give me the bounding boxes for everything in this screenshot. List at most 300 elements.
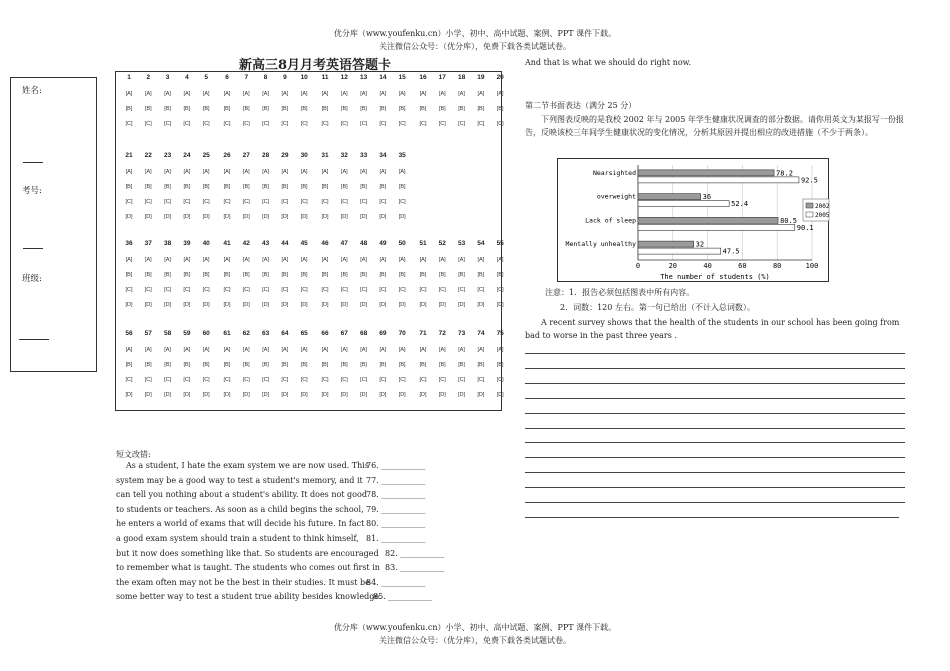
answer-option[interactable]: [A] <box>223 91 231 97</box>
answer-option[interactable]: [C] <box>281 287 289 293</box>
answer-option[interactable]: [A] <box>300 169 308 175</box>
answer-option[interactable]: [D] <box>144 392 152 398</box>
answer-option[interactable]: [B] <box>262 184 269 190</box>
answer-option[interactable]: [C] <box>321 287 329 293</box>
answer-option[interactable]: [C] <box>262 287 270 293</box>
answer-option[interactable]: [C] <box>202 377 210 383</box>
answer-option[interactable]: [A] <box>281 347 289 353</box>
answer-option[interactable]: [A] <box>458 347 465 353</box>
answer-option[interactable]: [B] <box>340 184 348 190</box>
answer-option[interactable]: [A] <box>360 347 367 353</box>
answer-option[interactable]: [D] <box>281 392 289 398</box>
answer-option[interactable]: [C] <box>183 287 191 293</box>
answer-option[interactable]: [A] <box>262 257 269 263</box>
answer-option[interactable]: [A] <box>458 91 465 97</box>
answer-option[interactable]: [B] <box>477 272 485 278</box>
writing-line[interactable] <box>525 502 905 503</box>
answer-option[interactable]: [A] <box>281 169 289 175</box>
answer-option[interactable]: [B] <box>242 362 250 368</box>
answer-option[interactable]: [C] <box>398 121 406 127</box>
answer-option[interactable]: [D] <box>379 392 387 398</box>
answer-option[interactable]: [C] <box>262 121 270 127</box>
answer-option[interactable]: [B] <box>202 362 210 368</box>
answer-option[interactable]: [C] <box>458 377 466 383</box>
answer-option[interactable]: [A] <box>223 257 231 263</box>
answer-option[interactable]: [B] <box>496 272 504 278</box>
answer-option[interactable]: [B] <box>281 362 289 368</box>
answer-option[interactable]: [C] <box>398 199 406 205</box>
answer-option[interactable]: [A] <box>125 347 133 353</box>
answer-option[interactable]: [B] <box>458 362 465 368</box>
answer-option[interactable]: [C] <box>262 199 270 205</box>
answer-option[interactable]: [B] <box>242 106 250 112</box>
answer-option[interactable]: [A] <box>281 257 289 263</box>
answer-option[interactable]: [A] <box>125 91 133 97</box>
writing-line[interactable] <box>525 383 905 384</box>
answer-option[interactable]: [C] <box>164 199 172 205</box>
answer-option[interactable]: [A] <box>262 169 269 175</box>
answer-option[interactable]: [A] <box>202 91 210 97</box>
answer-option[interactable]: [C] <box>360 377 368 383</box>
answer-option[interactable]: [B] <box>202 106 210 112</box>
answer-option[interactable]: [D] <box>183 302 191 308</box>
answer-option[interactable]: [B] <box>458 272 465 278</box>
answer-option[interactable]: [C] <box>144 377 152 383</box>
answer-option[interactable]: [B] <box>164 362 171 368</box>
answer-option[interactable]: [D] <box>242 302 250 308</box>
answer-option[interactable]: [C] <box>223 121 231 127</box>
answer-option[interactable]: [B] <box>223 272 231 278</box>
answer-option[interactable]: [B] <box>398 184 406 190</box>
answer-option[interactable]: [B] <box>398 106 406 112</box>
answer-option[interactable]: [C] <box>125 121 133 127</box>
correction-answer-blank[interactable]: 83. ___________ <box>385 563 445 573</box>
answer-option[interactable]: [C] <box>458 287 466 293</box>
answer-option[interactable]: [B] <box>321 272 329 278</box>
answer-option[interactable]: [C] <box>125 199 133 205</box>
answer-option[interactable]: [A] <box>223 347 231 353</box>
name-field[interactable] <box>23 162 43 163</box>
answer-option[interactable]: [C] <box>340 377 348 383</box>
answer-option[interactable]: [D] <box>183 392 191 398</box>
answer-option[interactable]: [C] <box>321 377 329 383</box>
answer-option[interactable]: [A] <box>438 91 446 97</box>
answer-option[interactable]: [A] <box>340 347 348 353</box>
answer-option[interactable]: [A] <box>242 169 250 175</box>
writing-line[interactable] <box>525 517 899 518</box>
answer-option[interactable]: [A] <box>477 257 485 263</box>
answer-option[interactable]: [A] <box>183 347 191 353</box>
answer-option[interactable]: [B] <box>300 362 308 368</box>
correction-answer-blank[interactable]: 77. ___________ <box>366 475 426 485</box>
answer-option[interactable]: [C] <box>242 121 250 127</box>
answer-option[interactable]: [B] <box>496 106 504 112</box>
answer-option[interactable]: [D] <box>360 214 368 220</box>
answer-option[interactable]: [C] <box>340 199 348 205</box>
answer-option[interactable]: [B] <box>144 272 152 278</box>
answer-option[interactable]: [A] <box>419 257 427 263</box>
answer-option[interactable]: [A] <box>144 257 152 263</box>
answer-option[interactable]: [A] <box>379 257 387 263</box>
answer-option[interactable]: [C] <box>360 287 368 293</box>
answer-option[interactable]: [C] <box>419 377 427 383</box>
answer-option[interactable]: [C] <box>300 287 308 293</box>
correction-answer-blank[interactable]: 78. ___________ <box>366 490 426 500</box>
answer-option[interactable]: [C] <box>496 287 504 293</box>
answer-option[interactable]: [B] <box>360 106 367 112</box>
answer-option[interactable]: [A] <box>183 91 191 97</box>
answer-option[interactable]: [C] <box>360 121 368 127</box>
answer-option[interactable]: [B] <box>202 272 210 278</box>
answer-option[interactable]: [B] <box>183 362 191 368</box>
answer-option[interactable]: [B] <box>438 362 446 368</box>
answer-option[interactable]: [A] <box>458 257 465 263</box>
answer-option[interactable]: [D] <box>300 302 308 308</box>
answer-option[interactable]: [C] <box>281 199 289 205</box>
answer-option[interactable]: [C] <box>477 121 485 127</box>
writing-line[interactable] <box>525 457 905 458</box>
answer-option[interactable]: [D] <box>419 302 427 308</box>
answer-option[interactable]: [C] <box>144 121 152 127</box>
answer-option[interactable]: [D] <box>164 214 172 220</box>
answer-option[interactable]: [D] <box>262 302 270 308</box>
answer-option[interactable]: [B] <box>262 272 269 278</box>
answer-option[interactable]: [D] <box>360 302 368 308</box>
answer-option[interactable]: [C] <box>321 121 329 127</box>
answer-option[interactable]: [C] <box>183 377 191 383</box>
answer-option[interactable]: [C] <box>379 199 387 205</box>
answer-option[interactable]: [B] <box>281 272 289 278</box>
answer-option[interactable]: [B] <box>398 362 406 368</box>
answer-option[interactable]: [B] <box>300 106 308 112</box>
answer-option[interactable]: [B] <box>183 106 191 112</box>
answer-option[interactable]: [C] <box>496 377 504 383</box>
answer-option[interactable]: [A] <box>144 91 152 97</box>
answer-option[interactable]: [C] <box>164 377 172 383</box>
answer-option[interactable]: [B] <box>340 272 348 278</box>
answer-option[interactable]: [C] <box>340 121 348 127</box>
answer-option[interactable]: [C] <box>300 377 308 383</box>
answer-option[interactable]: [B] <box>164 184 171 190</box>
answer-option[interactable]: [A] <box>242 257 250 263</box>
answer-option[interactable]: [B] <box>242 184 250 190</box>
answer-option[interactable]: [C] <box>438 121 446 127</box>
answer-option[interactable]: [C] <box>419 287 427 293</box>
answer-option[interactable]: [A] <box>321 169 329 175</box>
answer-option[interactable]: [B] <box>477 362 485 368</box>
answer-option[interactable]: [B] <box>125 106 133 112</box>
answer-option[interactable]: [D] <box>360 392 368 398</box>
answer-option[interactable]: [B] <box>223 184 231 190</box>
writing-line[interactable] <box>525 353 905 354</box>
answer-option[interactable]: [D] <box>262 392 270 398</box>
answer-option[interactable]: [C] <box>202 199 210 205</box>
answer-option[interactable]: [C] <box>125 287 133 293</box>
answer-option[interactable]: [B] <box>183 184 191 190</box>
answer-option[interactable]: [A] <box>164 169 171 175</box>
answer-option[interactable]: [A] <box>300 257 308 263</box>
answer-option[interactable]: [A] <box>164 347 171 353</box>
answer-option[interactable]: [B] <box>300 184 308 190</box>
answer-option[interactable]: [C] <box>300 121 308 127</box>
answer-option[interactable]: [D] <box>398 392 406 398</box>
answer-option[interactable]: [C] <box>477 287 485 293</box>
answer-option[interactable]: [A] <box>202 169 210 175</box>
answer-option[interactable]: [D] <box>379 302 387 308</box>
answer-option[interactable]: [A] <box>125 257 133 263</box>
answer-option[interactable]: [D] <box>202 214 210 220</box>
answer-option[interactable]: [D] <box>477 392 485 398</box>
answer-option[interactable]: [A] <box>438 347 446 353</box>
answer-option[interactable]: [B] <box>321 106 329 112</box>
answer-option[interactable]: [D] <box>223 302 231 308</box>
answer-option[interactable]: [B] <box>300 272 308 278</box>
answer-option[interactable]: [D] <box>300 214 308 220</box>
answer-option[interactable]: [A] <box>183 257 191 263</box>
answer-option[interactable]: [C] <box>242 287 250 293</box>
answer-option[interactable]: [A] <box>496 347 504 353</box>
answer-option[interactable]: [D] <box>144 302 152 308</box>
answer-option[interactable]: [C] <box>360 199 368 205</box>
answer-option[interactable]: [D] <box>300 392 308 398</box>
answer-option[interactable]: [C] <box>398 377 406 383</box>
answer-option[interactable]: [C] <box>223 287 231 293</box>
answer-option[interactable]: [B] <box>125 362 133 368</box>
writing-line[interactable] <box>525 368 905 369</box>
answer-option[interactable]: [D] <box>125 392 133 398</box>
answer-option[interactable]: [D] <box>438 302 446 308</box>
answer-option[interactable]: [B] <box>379 362 387 368</box>
answer-option[interactable]: [A] <box>321 91 329 97</box>
answer-option[interactable]: [A] <box>242 347 250 353</box>
answer-option[interactable]: [C] <box>340 287 348 293</box>
answer-option[interactable]: [C] <box>144 287 152 293</box>
answer-option[interactable]: [D] <box>496 302 504 308</box>
answer-option[interactable]: [C] <box>398 287 406 293</box>
answer-option[interactable]: [C] <box>379 121 387 127</box>
answer-option[interactable]: [B] <box>144 106 152 112</box>
answer-option[interactable]: [A] <box>281 91 289 97</box>
answer-option[interactable]: [B] <box>321 362 329 368</box>
answer-option[interactable]: [B] <box>321 184 329 190</box>
answer-option[interactable]: [D] <box>321 392 329 398</box>
answer-option[interactable]: [B] <box>223 362 231 368</box>
answer-option[interactable]: [A] <box>321 347 329 353</box>
answer-option[interactable]: [A] <box>360 257 367 263</box>
writing-line[interactable] <box>525 413 905 414</box>
answer-option[interactable]: [C] <box>458 121 466 127</box>
answer-option[interactable]: [B] <box>183 272 191 278</box>
answer-option[interactable]: [C] <box>125 377 133 383</box>
answer-option[interactable]: [D] <box>379 214 387 220</box>
answer-option[interactable]: [C] <box>379 287 387 293</box>
answer-option[interactable]: [A] <box>340 91 348 97</box>
answer-option[interactable]: [D] <box>340 302 348 308</box>
answer-option[interactable]: [C] <box>438 287 446 293</box>
answer-option[interactable]: [D] <box>223 392 231 398</box>
answer-option[interactable]: [C] <box>496 121 504 127</box>
correction-answer-blank[interactable]: 79. ___________ <box>366 504 426 514</box>
answer-option[interactable]: [D] <box>262 214 270 220</box>
answer-option[interactable]: [D] <box>496 392 504 398</box>
writing-line[interactable] <box>525 472 905 473</box>
answer-option[interactable]: [B] <box>477 106 485 112</box>
answer-option[interactable]: [B] <box>360 184 367 190</box>
answer-option[interactable]: [D] <box>321 302 329 308</box>
answer-option[interactable]: [C] <box>281 377 289 383</box>
answer-option[interactable]: [A] <box>340 169 348 175</box>
answer-option[interactable]: [A] <box>419 347 427 353</box>
class-field[interactable] <box>19 339 49 340</box>
answer-option[interactable]: [D] <box>183 214 191 220</box>
correction-answer-blank[interactable]: 84. ___________ <box>366 577 426 587</box>
answer-option[interactable]: [B] <box>281 184 289 190</box>
answer-option[interactable]: [C] <box>202 287 210 293</box>
answer-option[interactable]: [C] <box>202 121 210 127</box>
answer-option[interactable]: [C] <box>164 287 172 293</box>
correction-answer-blank[interactable]: 85. ___________ <box>373 592 433 602</box>
answer-option[interactable]: [B] <box>144 362 152 368</box>
answer-option[interactable]: [B] <box>242 272 250 278</box>
answer-option[interactable]: [A] <box>223 169 231 175</box>
answer-option[interactable]: [C] <box>183 121 191 127</box>
answer-option[interactable]: [D] <box>242 392 250 398</box>
answer-option[interactable]: [D] <box>242 214 250 220</box>
answer-option[interactable]: [B] <box>458 106 465 112</box>
answer-option[interactable]: [A] <box>398 347 406 353</box>
answer-option[interactable]: [A] <box>300 91 308 97</box>
correction-answer-blank[interactable]: 80. ___________ <box>366 519 426 529</box>
answer-option[interactable]: [D] <box>419 392 427 398</box>
answer-option[interactable]: [D] <box>125 214 133 220</box>
answer-option[interactable]: [B] <box>340 362 348 368</box>
answer-option[interactable]: [B] <box>438 272 446 278</box>
answer-option[interactable]: [B] <box>144 184 152 190</box>
answer-option[interactable]: [C] <box>144 199 152 205</box>
answer-option[interactable]: [A] <box>183 169 191 175</box>
writing-line[interactable] <box>525 398 905 399</box>
answer-option[interactable]: [D] <box>125 302 133 308</box>
answer-option[interactable]: [C] <box>242 199 250 205</box>
answer-option[interactable]: [C] <box>281 121 289 127</box>
answer-option[interactable]: [A] <box>242 91 250 97</box>
answer-option[interactable]: [A] <box>379 169 387 175</box>
answer-option[interactable]: [D] <box>164 302 172 308</box>
answer-option[interactable]: [C] <box>242 377 250 383</box>
answer-option[interactable]: [B] <box>398 272 406 278</box>
answer-option[interactable]: [A] <box>477 347 485 353</box>
answer-option[interactable]: [C] <box>379 377 387 383</box>
answer-option[interactable]: [D] <box>458 392 466 398</box>
answer-option[interactable]: [A] <box>398 257 406 263</box>
answer-option[interactable]: [A] <box>340 257 348 263</box>
correction-answer-blank[interactable]: 81. ___________ <box>366 534 426 543</box>
answer-option[interactable]: [D] <box>398 302 406 308</box>
answer-option[interactable]: [A] <box>202 347 210 353</box>
answer-option[interactable]: [A] <box>144 169 152 175</box>
answer-option[interactable]: [D] <box>477 302 485 308</box>
answer-option[interactable]: [C] <box>223 377 231 383</box>
answer-option[interactable]: [C] <box>164 121 172 127</box>
answer-option[interactable]: [B] <box>164 272 171 278</box>
answer-option[interactable]: [A] <box>164 257 171 263</box>
answer-option[interactable]: [A] <box>398 169 406 175</box>
answer-option[interactable]: [B] <box>125 272 133 278</box>
answer-option[interactable]: [A] <box>321 257 329 263</box>
answer-option[interactable]: [A] <box>379 347 387 353</box>
answer-option[interactable]: [C] <box>223 199 231 205</box>
answer-option[interactable]: [B] <box>281 106 289 112</box>
answer-option[interactable]: [B] <box>419 272 427 278</box>
answer-option[interactable]: [B] <box>379 272 387 278</box>
answer-option[interactable]: [B] <box>379 106 387 112</box>
answer-option[interactable]: [B] <box>164 106 171 112</box>
answer-option[interactable]: [B] <box>262 106 269 112</box>
answer-option[interactable]: [A] <box>379 91 387 97</box>
answer-option[interactable]: [A] <box>496 91 504 97</box>
answer-option[interactable]: [D] <box>281 302 289 308</box>
answer-option[interactable]: [B] <box>379 184 387 190</box>
answer-option[interactable]: [D] <box>223 214 231 220</box>
correction-answer-blank[interactable]: 76. ___________ <box>366 461 426 470</box>
answer-option[interactable]: [C] <box>419 121 427 127</box>
answer-option[interactable]: [C] <box>477 377 485 383</box>
answer-option[interactable]: [D] <box>340 392 348 398</box>
answer-option[interactable]: [A] <box>262 347 269 353</box>
answer-option[interactable]: [D] <box>164 392 172 398</box>
answer-option[interactable]: [A] <box>360 91 367 97</box>
answer-option[interactable]: [A] <box>300 347 308 353</box>
answer-option[interactable]: [A] <box>398 91 406 97</box>
answer-option[interactable]: [A] <box>360 169 367 175</box>
answer-option[interactable]: [C] <box>438 377 446 383</box>
answer-option[interactable]: [A] <box>262 91 269 97</box>
answer-option[interactable]: [A] <box>164 91 171 97</box>
answer-option[interactable]: [C] <box>300 199 308 205</box>
answer-option[interactable]: [D] <box>458 302 466 308</box>
answer-option[interactable]: [D] <box>281 214 289 220</box>
answer-option[interactable]: [A] <box>477 91 485 97</box>
exam-no-field[interactable] <box>23 248 43 249</box>
answer-option[interactable]: [A] <box>144 347 152 353</box>
writing-line[interactable] <box>525 428 905 429</box>
answer-option[interactable]: [B] <box>340 106 348 112</box>
answer-option[interactable]: [B] <box>419 362 427 368</box>
answer-option[interactable]: [D] <box>340 214 348 220</box>
answer-option[interactable]: [D] <box>202 302 210 308</box>
answer-option[interactable]: [C] <box>183 199 191 205</box>
answer-option[interactable]: [B] <box>496 362 504 368</box>
answer-option[interactable]: [B] <box>125 184 133 190</box>
answer-option[interactable]: [D] <box>398 214 406 220</box>
answer-option[interactable]: [C] <box>262 377 270 383</box>
answer-option[interactable]: [D] <box>202 392 210 398</box>
answer-option[interactable]: [B] <box>262 362 269 368</box>
answer-option[interactable]: [A] <box>438 257 446 263</box>
answer-option[interactable]: [B] <box>438 106 446 112</box>
answer-option[interactable]: [A] <box>125 169 133 175</box>
answer-option[interactable]: [A] <box>202 257 210 263</box>
answer-option[interactable]: [B] <box>360 272 367 278</box>
answer-option[interactable]: [B] <box>223 106 231 112</box>
answer-option[interactable]: [A] <box>496 257 504 263</box>
writing-line[interactable] <box>525 487 905 488</box>
answer-option[interactable]: [B] <box>419 106 427 112</box>
answer-option[interactable]: [D] <box>144 214 152 220</box>
writing-line[interactable] <box>525 442 905 443</box>
answer-option[interactable]: [A] <box>419 91 427 97</box>
answer-option[interactable]: [D] <box>321 214 329 220</box>
